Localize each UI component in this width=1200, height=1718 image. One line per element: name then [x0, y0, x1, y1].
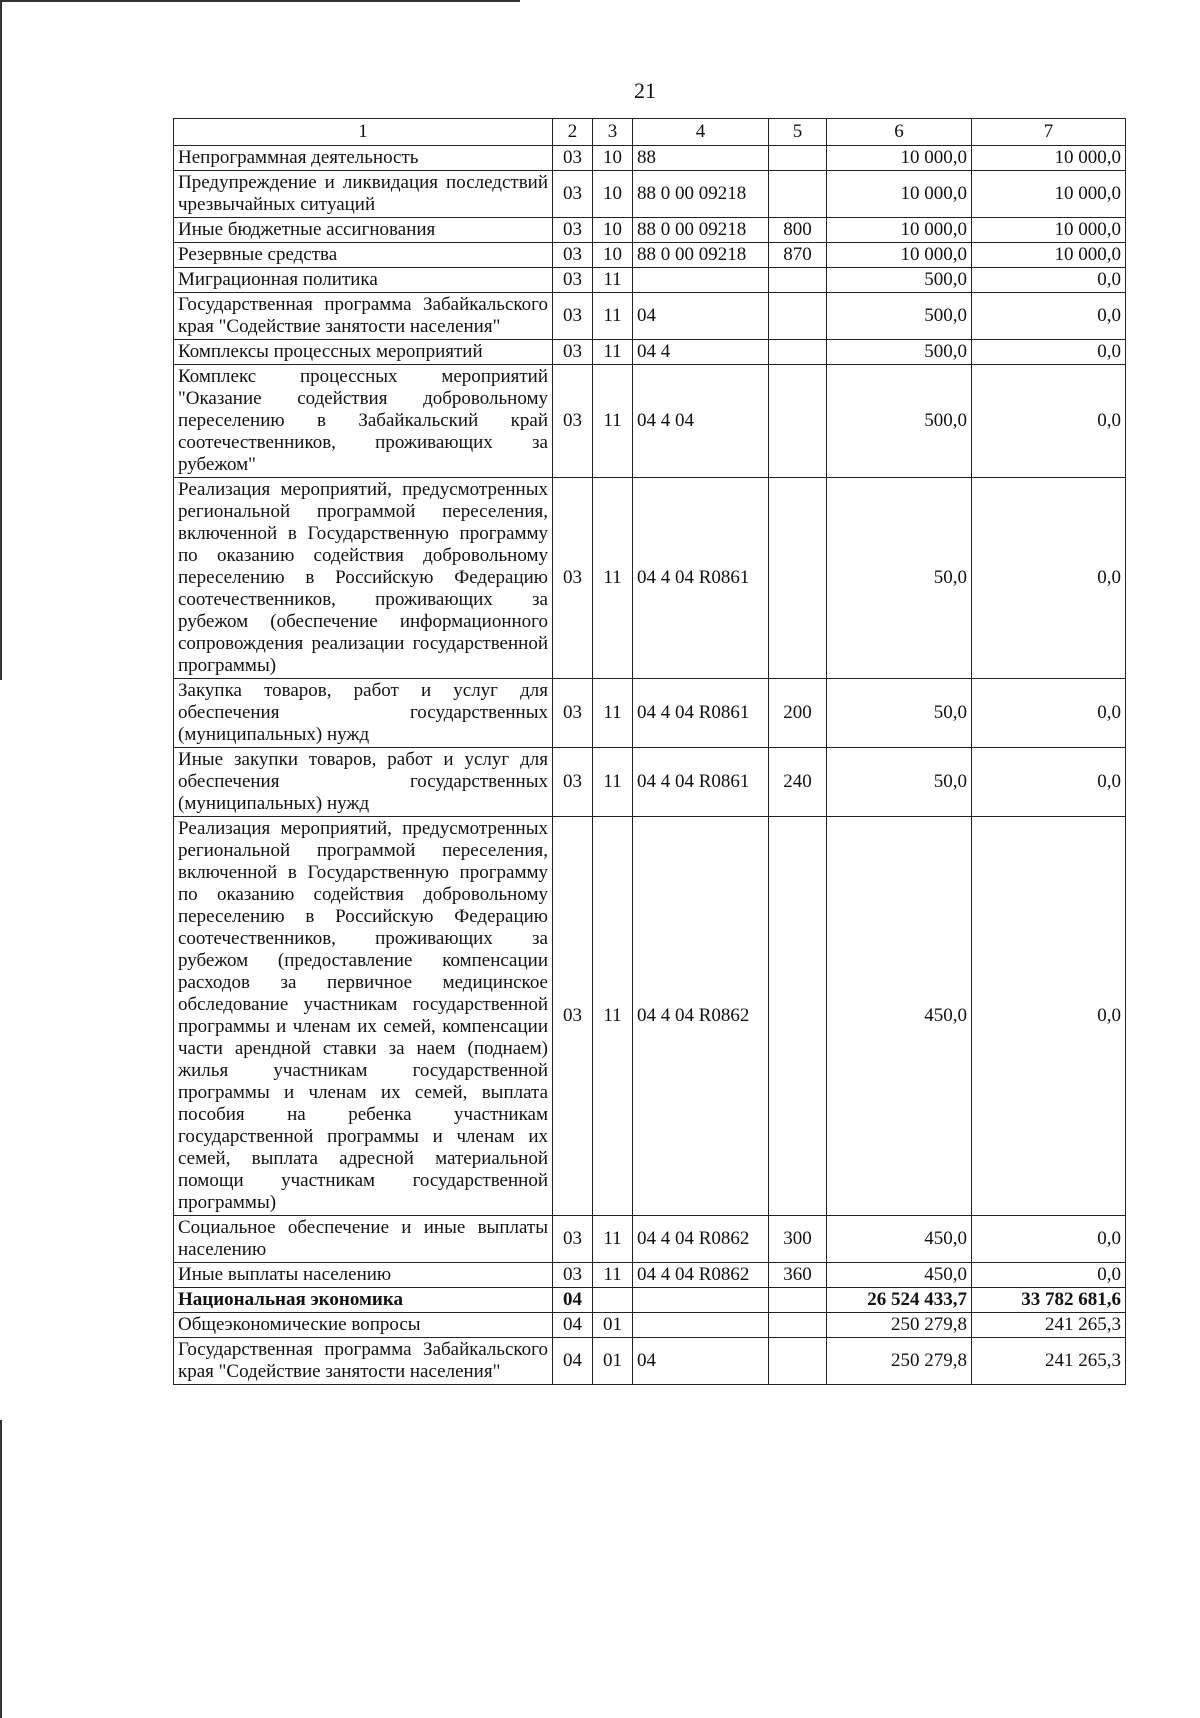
column-header: 7	[972, 119, 1126, 146]
amount-year1-cell: 500,0	[827, 365, 972, 478]
subsection-code-cell: 11	[593, 1216, 633, 1263]
amount-year1-cell: 50,0	[827, 478, 972, 679]
expense-type-cell: 800	[769, 218, 827, 243]
table-row	[174, 268, 1126, 293]
subsection-code-cell: 11	[593, 1263, 633, 1288]
table-body	[174, 146, 1126, 1385]
row-name-cell: Государственная программа Забайкальского края "Содействие занятости населения"	[174, 293, 553, 340]
amount-year2-cell: 10 000,0	[972, 171, 1126, 218]
target-article-cell: 04	[633, 1338, 769, 1385]
table-row	[174, 293, 1126, 340]
expense-type-cell	[769, 268, 827, 293]
subsection-code-cell	[593, 1288, 633, 1313]
table-row	[174, 1313, 1126, 1338]
row-name-cell: Комплексы процессных мероприятий	[174, 340, 553, 365]
table-row	[174, 478, 1126, 679]
amount-year2-cell: 0,0	[972, 293, 1126, 340]
section-code-cell: 03	[553, 365, 593, 478]
row-name-cell: Иные закупки товаров, работ и услуг для обеспечения государственных (муниципальных) нужд	[174, 748, 553, 817]
target-article-cell: 04 4 04 R0861	[633, 679, 769, 748]
amount-year1-cell: 250 279,8	[827, 1338, 972, 1385]
row-name-cell: Реализация мероприятий, предусмотренных региональной программой переселения, включенной в Государственную программу по оказанию содействия добровольному переселению в Российскую Федерацию соотечественников, проживающих за рубежом (предоставление компенсации расходов за первичное медицинское обследование участникам государственной программы и членам их семей, компенсации части арендной ставки за наем (поднаем) жилья участникам государственной программы и членам их семей, выплата пособия на ребенка участникам государственной программы и членам их семей, выплата адресной материальной помощи участникам государственной программы)	[174, 817, 553, 1216]
table-row	[174, 1288, 1126, 1313]
row-name-cell: Национальная экономика	[174, 1288, 553, 1313]
expense-type-cell: 360	[769, 1263, 827, 1288]
expense-type-cell: 200	[769, 679, 827, 748]
subsection-code-cell: 11	[593, 340, 633, 365]
expense-type-cell	[769, 171, 827, 218]
table-row	[174, 340, 1126, 365]
column-header: 4	[633, 119, 769, 146]
subsection-code-cell: 11	[593, 817, 633, 1216]
subsection-code-cell: 10	[593, 171, 633, 218]
amount-year2-cell: 0,0	[972, 748, 1126, 817]
amount-year1-cell: 450,0	[827, 817, 972, 1216]
expense-type-cell	[769, 478, 827, 679]
amount-year2-cell: 10 000,0	[972, 218, 1126, 243]
subsection-code-cell: 10	[593, 146, 633, 171]
amount-year2-cell: 241 265,3	[972, 1313, 1126, 1338]
amount-year2-cell: 0,0	[972, 817, 1126, 1216]
section-code-cell: 03	[553, 478, 593, 679]
table-row	[174, 1338, 1126, 1385]
table-row	[174, 365, 1126, 478]
section-code-cell: 04	[553, 1338, 593, 1385]
subsection-code-cell: 11	[593, 365, 633, 478]
table-row	[174, 1263, 1126, 1288]
amount-year1-cell: 500,0	[827, 268, 972, 293]
section-code-cell: 03	[553, 218, 593, 243]
amount-year1-cell: 10 000,0	[827, 146, 972, 171]
target-article-cell: 04 4	[633, 340, 769, 365]
amount-year2-cell: 33 782 681,6	[972, 1288, 1126, 1313]
amount-year1-cell: 10 000,0	[827, 218, 972, 243]
row-name-cell: Непрограммная деятельность	[174, 146, 553, 171]
expense-type-cell	[769, 1288, 827, 1313]
expense-type-cell	[769, 146, 827, 171]
section-code-cell: 04	[553, 1313, 593, 1338]
section-code-cell: 03	[553, 293, 593, 340]
subsection-code-cell: 10	[593, 243, 633, 268]
target-article-cell: 04 4 04 R0861	[633, 748, 769, 817]
section-code-cell: 03	[553, 817, 593, 1216]
amount-year1-cell: 450,0	[827, 1263, 972, 1288]
target-article-cell: 88 0 00 09218	[633, 243, 769, 268]
amount-year2-cell: 241 265,3	[972, 1338, 1126, 1385]
amount-year2-cell: 0,0	[972, 1216, 1126, 1263]
target-article-cell	[633, 1288, 769, 1313]
table-row	[174, 748, 1126, 817]
column-header: 5	[769, 119, 827, 146]
amount-year1-cell: 26 524 433,7	[827, 1288, 972, 1313]
row-name-cell: Резервные средства	[174, 243, 553, 268]
expense-type-cell	[769, 365, 827, 478]
section-code-cell: 03	[553, 340, 593, 365]
subsection-code-cell: 10	[593, 218, 633, 243]
subsection-code-cell: 11	[593, 679, 633, 748]
section-code-cell: 03	[553, 243, 593, 268]
expense-type-cell: 240	[769, 748, 827, 817]
amount-year1-cell: 50,0	[827, 748, 972, 817]
amount-year1-cell: 50,0	[827, 679, 972, 748]
section-code-cell: 03	[553, 171, 593, 218]
amount-year2-cell: 0,0	[972, 478, 1126, 679]
amount-year2-cell: 0,0	[972, 268, 1126, 293]
subsection-code-cell: 11	[593, 478, 633, 679]
section-code-cell: 03	[553, 146, 593, 171]
section-code-cell: 03	[553, 1263, 593, 1288]
expense-type-cell	[769, 817, 827, 1216]
target-article-cell: 88	[633, 146, 769, 171]
amount-year1-cell: 500,0	[827, 293, 972, 340]
target-article-cell: 04 4 04 R0862	[633, 817, 769, 1216]
target-article-cell: 04 4 04	[633, 365, 769, 478]
column-header: 3	[593, 119, 633, 146]
row-name-cell: Общеэкономические вопросы	[174, 1313, 553, 1338]
scan-edge-left-lower	[0, 1420, 2, 1718]
amount-year2-cell: 0,0	[972, 1263, 1126, 1288]
table-row	[174, 1216, 1126, 1263]
amount-year1-cell: 450,0	[827, 1216, 972, 1263]
row-name-cell: Комплекс процессных мероприятий "Оказание содействия добровольному переселению в Забайкальский край соотечественников, проживающих за рубежом"	[174, 365, 553, 478]
table-row	[174, 171, 1126, 218]
expense-type-cell: 870	[769, 243, 827, 268]
subsection-code-cell: 11	[593, 293, 633, 340]
amount-year1-cell: 10 000,0	[827, 243, 972, 268]
target-article-cell	[633, 268, 769, 293]
section-code-cell: 03	[553, 748, 593, 817]
expense-type-cell	[769, 340, 827, 365]
target-article-cell: 04 4 04 R0861	[633, 478, 769, 679]
row-name-cell: Миграционная политика	[174, 268, 553, 293]
row-name-cell: Иные бюджетные ассигнования	[174, 218, 553, 243]
amount-year1-cell: 500,0	[827, 340, 972, 365]
budget-table	[173, 118, 1126, 1385]
target-article-cell: 04 4 04 R0862	[633, 1263, 769, 1288]
section-code-cell: 03	[553, 268, 593, 293]
row-name-cell: Предупреждение и ликвидация последствий чрезвычайных ситуаций	[174, 171, 553, 218]
table-row	[174, 243, 1126, 268]
subsection-code-cell: 01	[593, 1313, 633, 1338]
subsection-code-cell: 01	[593, 1338, 633, 1385]
target-article-cell: 88 0 00 09218	[633, 218, 769, 243]
expense-type-cell	[769, 293, 827, 340]
table-row	[174, 146, 1126, 171]
scan-edge-top	[0, 0, 520, 2]
expense-type-cell	[769, 1313, 827, 1338]
target-article-cell: 88 0 00 09218	[633, 171, 769, 218]
amount-year2-cell: 0,0	[972, 340, 1126, 365]
row-name-cell: Государственная программа Забайкальского края "Содействие занятости населения"	[174, 1338, 553, 1385]
subsection-code-cell: 11	[593, 748, 633, 817]
header-row	[174, 119, 1126, 146]
section-code-cell: 03	[553, 679, 593, 748]
column-header: 6	[827, 119, 972, 146]
amount-year2-cell: 10 000,0	[972, 146, 1126, 171]
section-code-cell: 04	[553, 1288, 593, 1313]
target-article-cell: 04 4 04 R0862	[633, 1216, 769, 1263]
amount-year2-cell: 10 000,0	[972, 243, 1126, 268]
amount-year2-cell: 0,0	[972, 365, 1126, 478]
table-row	[174, 218, 1126, 243]
page-number: 21	[634, 78, 656, 103]
row-name-cell: Социальное обеспечение и иные выплаты населению	[174, 1216, 553, 1263]
table-row	[174, 679, 1126, 748]
amount-year2-cell: 0,0	[972, 679, 1126, 748]
table-row	[174, 817, 1126, 1216]
row-name-cell: Иные выплаты населению	[174, 1263, 553, 1288]
target-article-cell	[633, 1313, 769, 1338]
amount-year1-cell: 10 000,0	[827, 171, 972, 218]
subsection-code-cell: 11	[593, 268, 633, 293]
column-header: 1	[174, 119, 553, 146]
row-name-cell: Закупка товаров, работ и услуг для обеспечения государственных (муниципальных) нужд	[174, 679, 553, 748]
column-header: 2	[553, 119, 593, 146]
row-name-cell: Реализация мероприятий, предусмотренных региональной программой переселения, включенной в Государственную программу по оказанию содействия добровольному переселению в Российскую Федерацию соотечественников, проживающих за рубежом (обеспечение информационного сопровождения реализации государственной программы)	[174, 478, 553, 679]
amount-year1-cell: 250 279,8	[827, 1313, 972, 1338]
target-article-cell: 04	[633, 293, 769, 340]
expense-type-cell	[769, 1338, 827, 1385]
expense-type-cell: 300	[769, 1216, 827, 1263]
section-code-cell: 03	[553, 1216, 593, 1263]
